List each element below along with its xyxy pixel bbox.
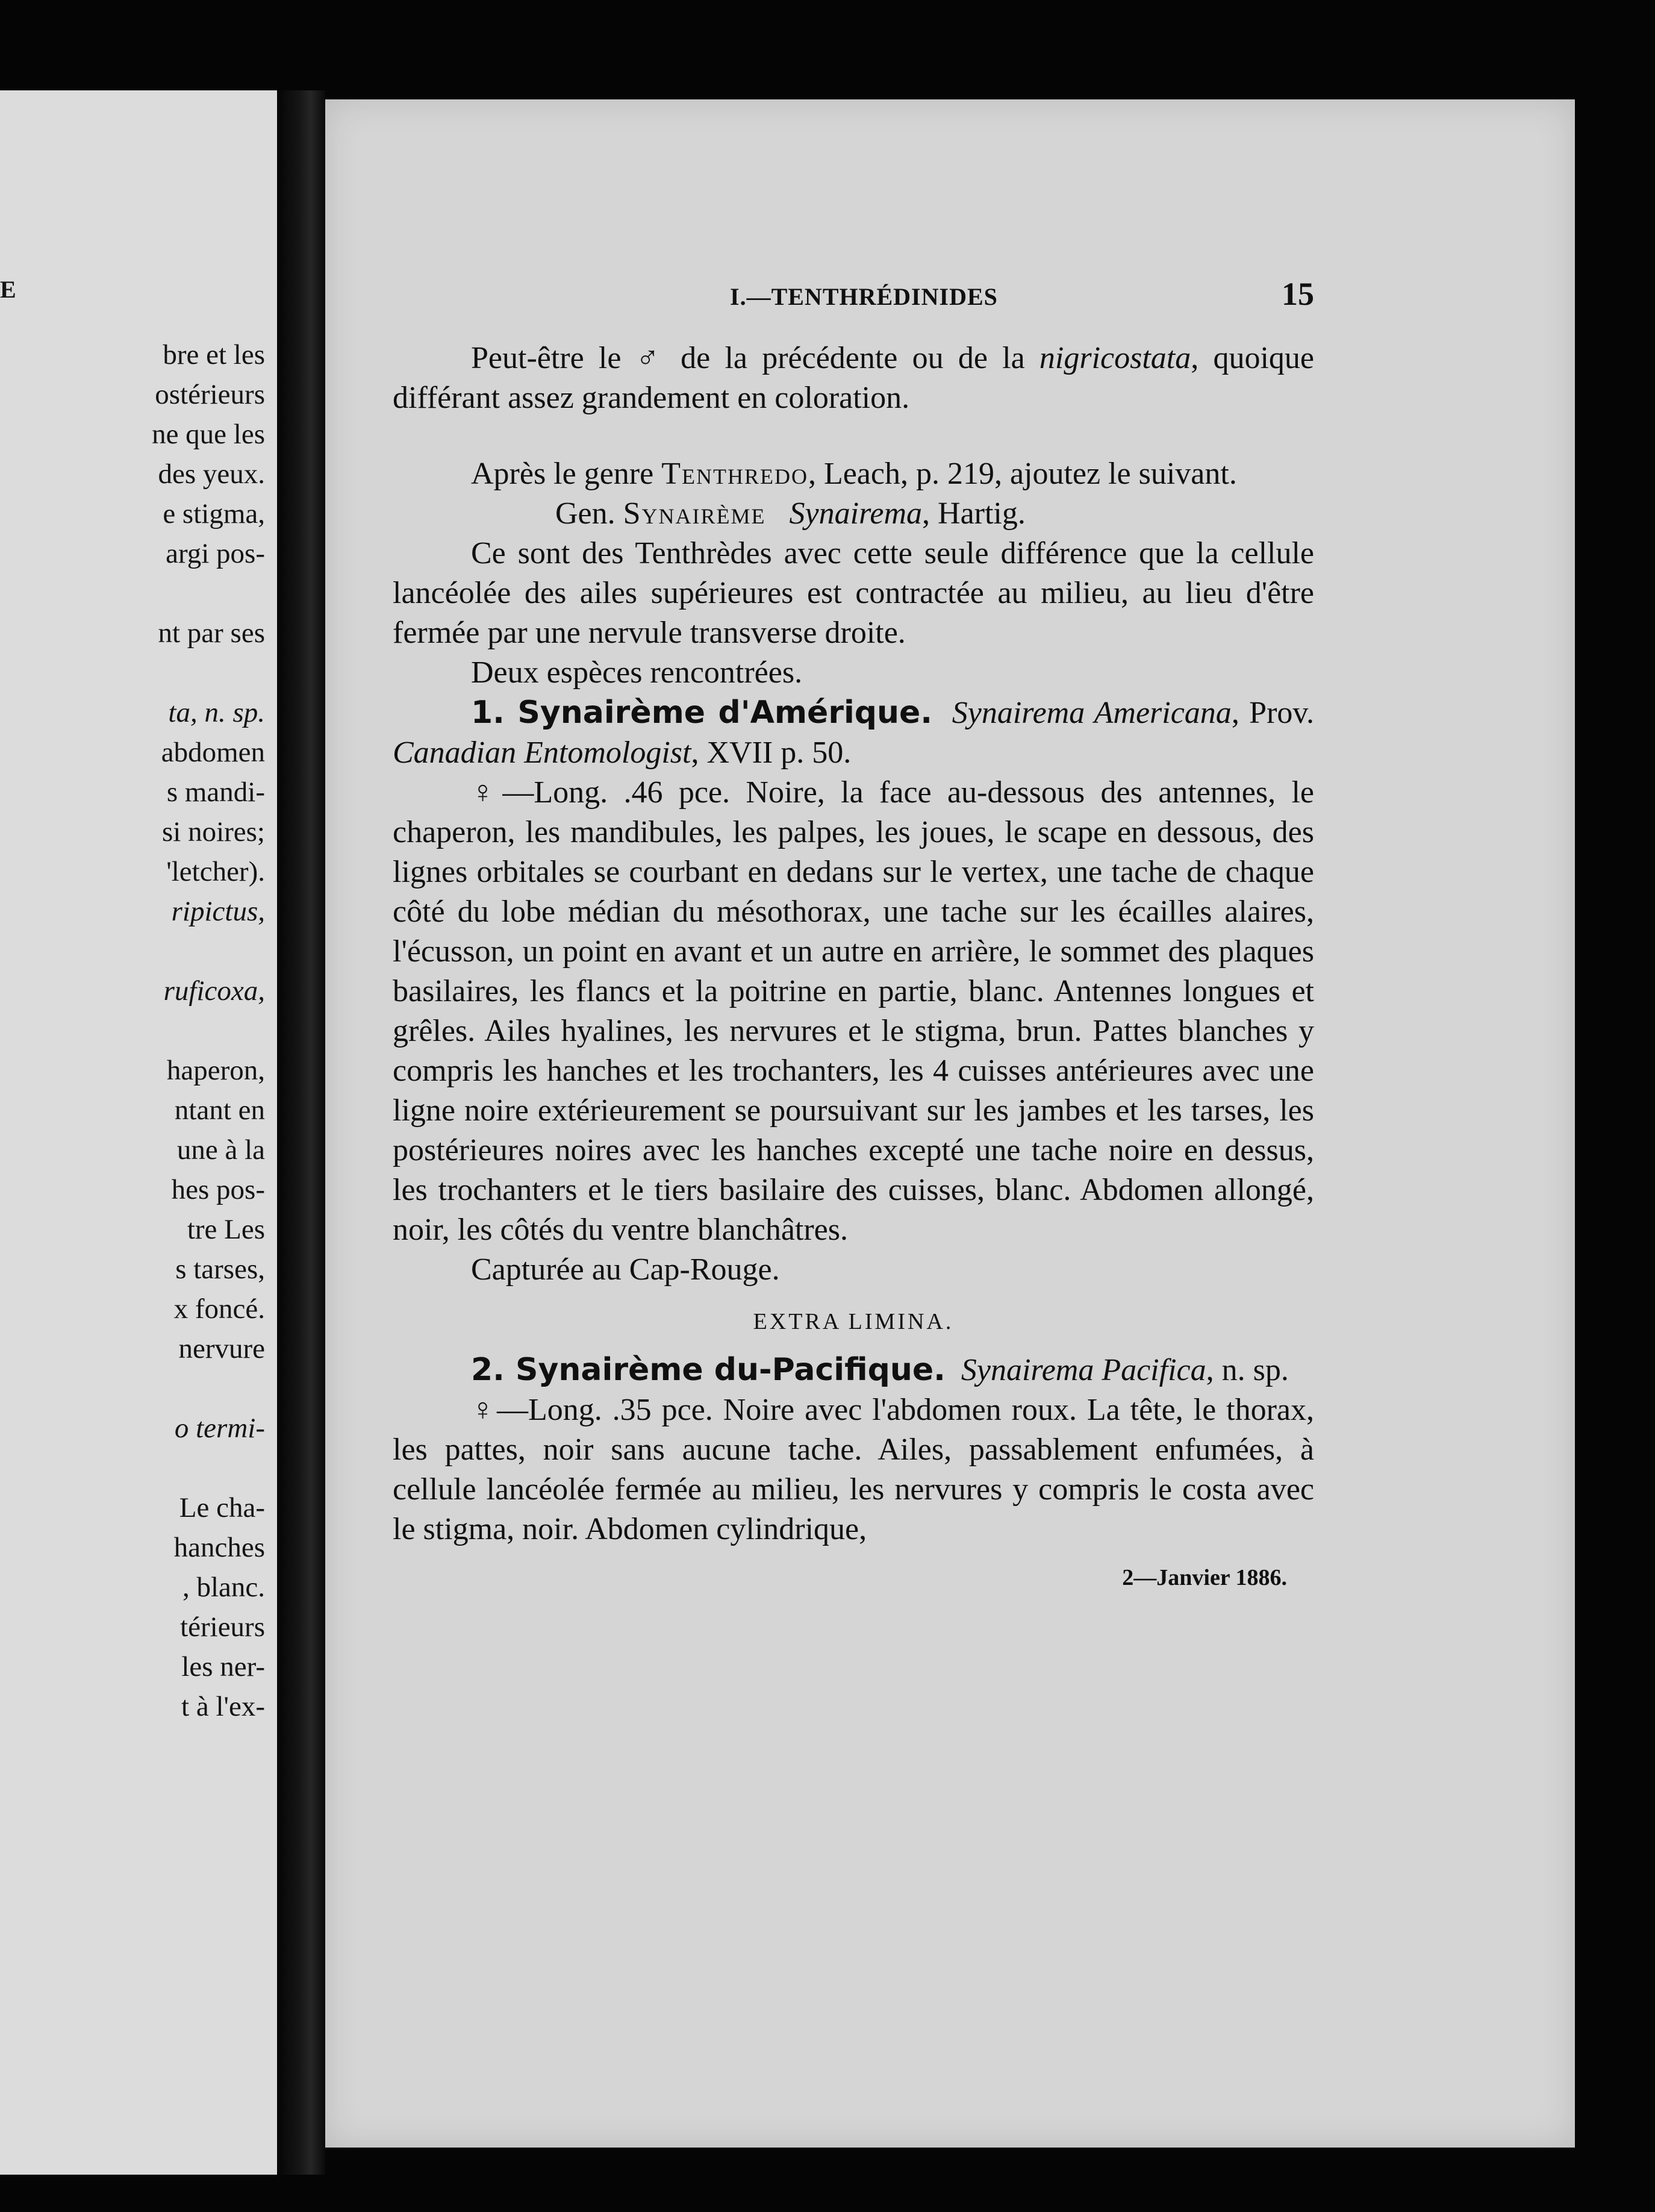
facing-page-line: ripictus, <box>171 896 265 927</box>
facing-page-line: térieurs <box>180 1611 265 1643</box>
facing-page-line: ntant en <box>174 1095 265 1126</box>
section-heading: EXTRA LIMINA. <box>753 1309 954 1334</box>
species-2-heading: 2. Synairème du-Pacifique. Synairema Pacifica, n. sp. <box>471 1352 1289 1388</box>
facing-page-line: abdomen <box>161 737 265 768</box>
page-body <box>393 274 1314 1598</box>
facing-page-line: argi pos- <box>166 538 265 569</box>
facing-page-line: bre et les <box>163 339 265 370</box>
facing-page-line: o termi- <box>174 1413 265 1444</box>
facing-page-line: t à l'ex- <box>181 1691 265 1722</box>
facing-page-line: ruficoxa, <box>163 975 265 1007</box>
facing-page-line: s mandi- <box>166 776 265 808</box>
facing-page-line: hanches <box>173 1532 265 1563</box>
facing-page-line: e stigma, <box>163 498 265 530</box>
book-gutter <box>277 90 325 2175</box>
facing-page-line: nervure <box>178 1333 265 1364</box>
page-number: 15 <box>1282 276 1314 312</box>
facing-page-line: ne que les <box>152 419 265 450</box>
facing-page-line: s tarses, <box>175 1254 265 1285</box>
footer-signature: 2—Janvier 1886. <box>1122 1565 1287 1590</box>
facing-page-line: si noires; <box>161 816 265 848</box>
main-page <box>325 99 1575 2148</box>
facing-page-line: hes pos- <box>171 1174 265 1205</box>
male-symbol: ♂ <box>635 341 666 375</box>
paragraph-1: Peut-être le ♂ de la précédente ou de la nigricostata, quoique différant assez grandement en coloration. <box>393 341 1315 415</box>
facing-page-line: Le cha- <box>179 1492 265 1523</box>
facing-page-line: ta, n. sp. <box>168 697 265 728</box>
paragraph-3: Ce sont des Tenthrèdes avec cette seule différence que la cellule lancéolée des ailes supérieures est contractée au milieu, au lieu d'être fermée par une nervule transverse droite. <box>393 536 1314 650</box>
facing-page <box>0 90 277 2175</box>
facing-page-line: des yeux. <box>158 458 265 490</box>
facing-page-line: 'letcher). <box>166 856 265 887</box>
facing-page-line: tre Les <box>187 1214 265 1245</box>
species-1-heading: 1. Synairème d'Amérique. Synairema Americana, Prov. Canadian Entomologist, XVII p. 50. <box>393 695 1315 770</box>
paragraph-4: Deux espèces rencontrées. <box>471 655 803 690</box>
capture-note: Capturée au Cap-Rouge. <box>471 1252 780 1287</box>
species-2-description: ♀—Long. .35 pce. Noire avec l'abdomen roux. La tête, le thorax, les pattes, noir sans aucune tache. Ailes, passablement enfumées, à cellule lancéolée fermée au milieu, les nervures y compris le costa avec le stigma, noir. Abdomen cylindrique, <box>393 1393 1314 1546</box>
facing-page-line: x foncé. <box>173 1293 265 1325</box>
header-title: I.—TENTHRÉDINIDES <box>730 283 998 310</box>
facing-page-line: haperon, <box>166 1055 265 1086</box>
genus-name: Tenthredo <box>661 457 808 491</box>
species-1-description: ♀—Long. .46 pce. Noire, la face au-dessous des antennes, le chaperon, les mandibules, les palpes, les joues, le scape en dessous, des lignes orbitales se courbant en dedans sur le vertex, une tache de chaque côté du lobe médian du mésothorax, une tache sur les écailles alaires, l'écusson, un point en avant et un autre en arrière, le sommet des plaques basilaires, les flancs et la poitrine en partie, blanc. Antennes longues et grêles. Ailes hyalines, les nervures et le stigma, brun. Pattes blanches y compris les hanches et les trochanters, les 4 cuisses antérieures avec une ligne noire extérieurement se poursuivant sur les jambes et les tarses, les postérieures noires avec les hanches excepté une tache noire en dessus, les trochanters et le tiers basilaire des cuisses, blanc. Abdomen allongé, noir, les côtés du ventre blanchâtres. <box>393 775 1315 1247</box>
paragraph-2: Après le genre Tenthredo, Leach, p. 219, ajoutez le suivant. <box>471 457 1237 491</box>
facing-page-line: les ner- <box>181 1651 265 1682</box>
facing-page-line: une à la <box>176 1134 265 1166</box>
genus-heading: Gen. Synairème Synairema, Hartig. <box>555 496 1026 531</box>
female-symbol: ♀ <box>471 775 503 810</box>
facing-page-line: ostérieurs <box>155 379 265 410</box>
female-symbol: ♀ <box>471 1393 497 1427</box>
facing-page-line: , blanc. <box>182 1572 265 1603</box>
facing-page-line: E <box>0 276 16 303</box>
scan-border <box>1575 0 1655 2212</box>
running-header <box>393 274 1314 317</box>
facing-page-line: nt par ses <box>158 617 265 649</box>
